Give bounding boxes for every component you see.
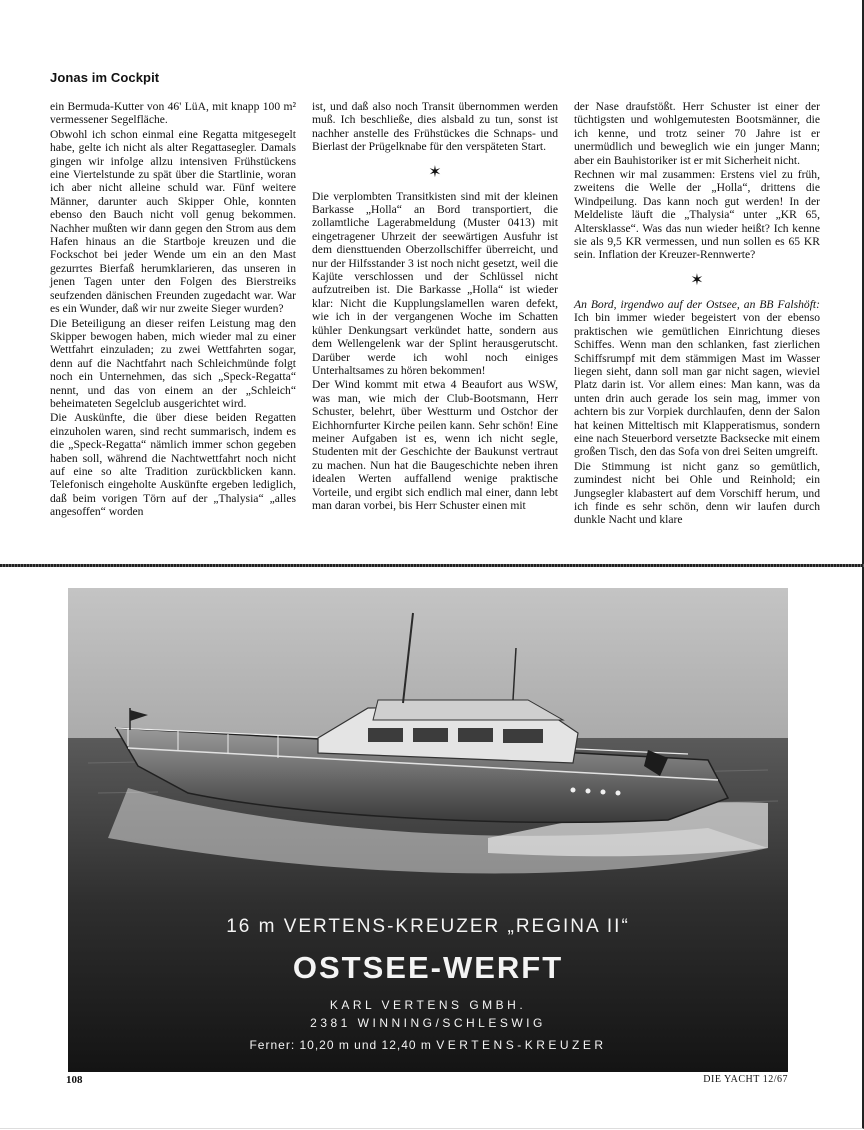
paragraph: Obwohl ich schon einmal eine Regatta mitgesegelt habe, gelte ich nicht als alter Regattasegler. Damals gingen wir infolge allzu intensiven Frühstückens eine Viertelstunde zu spät über die Startlinie, woran ich aber nicht alleine schuld war. Fünf weitere Männer, darunter auch Skipper Ohle, konnten ebenso den Bauch nicht voll genug bekommen. Nachher mußten wir dann gegen den Strom aus dem Hafen hinaus an die Startboje kreuzen und die Fockschot bei jeder Wende um ein an den Mast gezurrtes Bierfaß herumklarieren, das unseren in jenen Tagen unter den Folgen des Bierstreiks seufzenden dänischen Freunden zugedacht war. War es ein Wunder, daß wir nur zweite Sieger wurden? [50,127,296,316]
advertisement [68,588,788,1072]
paragraph: ein Bermuda-Kutter von 46' LüA, mit knapp 100 m² vermessener Segelfläche. [50,100,296,127]
article-column-2 [312,100,558,513]
article-column-1 [50,100,296,520]
article-heading: Jonas im Cockpit [50,70,160,85]
ad-more-suffix: VERTENS-KREUZER [436,1038,607,1052]
paragraph: Die Auskünfte, die über diese beiden Regatten einzuholen waren, sind recht summarisch, indem es die „Speck-Regatta“ nämlich immer schon gegeben haben soll, während die Nachtwettfahrt noch nicht auf eine so alte Tradition zurückblicken kann. Telefonisch eingeholte Auskünfte ergeben lediglich, daß beim vorigen Törn auf der „Thalysia“ „alles angesoffen“ worden [50,411,296,519]
ad-more-prefix: Ferner: 10,20 m und 12,40 m [249,1038,432,1052]
paragraph: Die Beteiligung an dieser reifen Leistung mag den Skipper bewogen haben, mich wieder mal zu einer Wettfahrt einzuladen; zu zwei Wettfahrten sogar, denn auf die Nachtfahrt nach Schleichmünde folgt noch ein Unternehmen, das sich „Speck-Regatta“ nennt, und das von einem an der „Schleich“ beheimateten Segelclub ausgerichtet wird. [50,316,296,410]
page-number: 108 [66,1074,83,1086]
paragraph: Die Stimmung ist nicht ganz so gemütlich, zumindest nicht bei Ohle und Reinhold; ein Jungsegler klabastert auf dem Vorschiff herum, und ich finde es sehr schön, denn wir laufen durch dunkle Nacht und klare [574,459,820,527]
section-star-icon: ✶ [690,271,704,289]
magazine-issue: DIE YACHT 12/67 [703,1074,788,1085]
ad-more-models [68,1038,788,1052]
paragraph: Die verplombten Transitkisten sind mit der kleinen Barkasse „Holla“ an Bord transportiert, die zollamtliche Lagerabmeldung (Muster 0413) mit eingetragener Uhrzeit der seewärtigen Ausfuhr ist dem diensttuenden Oberzollschiffer überreicht, und nur der Hilfsstander 3 ist noch nicht gesetzt, weil die Kajüte verschlossen und der Schlüssel nicht aufzutreiben ist. Die Barkasse „Holla“ ist wieder klar: Nicht die Kupplungslamellen waren defekt, wie ich in der vergangenen Woche im Schatten kühler Denkungsart verkündet hatte, sondern aus dem Wellengelenk war der Splint herausgerutscht. Darüber werde ich wohl noch einiges Unterhaltsames zu hören bekommen! [312,189,558,377]
paragraph [574,298,820,459]
ad-title: 16 m VERTENS-KREUZER „REGINA II“ [226,916,630,937]
paragraph: der Nase draufstößt. Herr Schuster ist einer der tüchtigsten und wohlgemutesten Bootsmänner, die ich kenne, und trotz seiner 70 Jahre ist er unermüdlich und beweglich wie ein junger Mann; aber ein Bauhistoriker ist er mit Sicherheit nicht. [574,100,820,167]
location-note: An Bord, irgendwo auf der Ostsee, an BB Falshöft: [574,297,820,311]
section-star-icon: ✶ [428,163,442,181]
article-column-3 [574,100,820,528]
section-divider [0,564,864,567]
paragraph-text: Ich bin immer wieder begeistert von der ebenso praktischen wie gemütlichen Einrichtung dieses Schiffes. Wenn man den schlanken, fast zierlichen Schiffsrumpf mit dem stämmigen Mast im Wasser liegen sieht, dann soll man gar nicht sagen, wieviel Platz darin ist. Vor allem eines: Man kann, was da unten drin auch gerade los sein mag, immer von achtern bis zur Vorpiek durchlaufen, denn der Salon hat keinen Mitteltisch mit Klapperatismus, sondern eine nach Steuerbord versetzte Backsecke mit einem großen Tisch, den das Sofa von drei Seiten umgreift. [574,311,820,459]
ad-address: 2381 WINNING/SCHLESWIG [310,1016,546,1030]
paragraph: Der Wind kommt mit etwa 4 Beaufort aus WSW, was man, wie mich der Club-Bootsmann, Herr Schuster, belehrt, über Westturm und Ostchor der Eichhornfurter Kirche peilen kann. Sehr schön! Eine meiner Aufgaben ist es, wenn ich nicht segle, Studenten mit der Geschichte der Baukunst vertraut zu machen. Nun hat die Baugeschichte neben ihren idealen Werten auffallend wenige praktische Vorteile, und ergibt sich endlich mal einer, dann lebt man daran vorbei, bis Herr Schuster einen mit [312,378,558,512]
paragraph: ist, und daß also noch Transit übernommen werden muß. Ich beschließe, dies alsbald zu tun, sonst ist nachher anstelle des Frühstückes die Schnaps- und Bierlast der Prügelknabe für den verspäteten Start. [312,100,558,154]
paragraph: Rechnen wir mal zusammen: Erstens viel zu früh, zweitens die Welle der „Holla“, drittens die Windpeilung. Das kann noch gut werden! In der Meldeliste läuft die „Thalysia“ unter „KR 65, Altersklasse“. Was das nun wieder heißt? Ich kenne sie als 9,5 KR vermessen, und nun sollen es 65 KR sein. Inflation der Kreuzer-Rennwerte? [574,168,820,262]
ad-company: KARL VERTENS GMBH. [329,998,527,1012]
ad-brand: OSTSEE-WERFT [292,950,564,985]
